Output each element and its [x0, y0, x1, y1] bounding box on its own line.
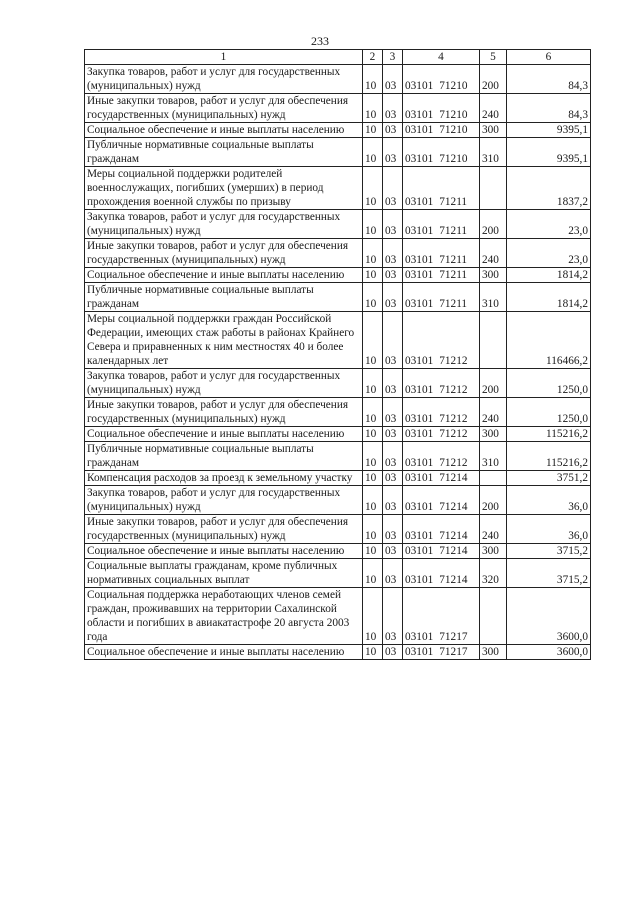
expense-type-code: 310: [480, 283, 507, 312]
row-name: Социальное обеспечение и иные выплаты населению: [85, 427, 363, 442]
section-code: 10: [363, 138, 383, 167]
subsection-code: 03: [383, 167, 403, 210]
budget-table: [84, 49, 591, 660]
section-code: 10: [363, 486, 383, 515]
subsection-code: 03: [383, 123, 403, 138]
row-name: Компенсация расходов за проезд к земельному участку: [85, 471, 363, 486]
amount: 3715,2: [507, 559, 591, 588]
table-row: [85, 442, 591, 471]
header-row: [85, 50, 591, 65]
target-code: [403, 123, 480, 138]
item-code: 71217: [439, 646, 468, 658]
target-code: [403, 486, 480, 515]
program-code: 03101: [405, 298, 434, 310]
row-name: Иные закупки товаров, работ и услуг для обеспечения государственных (муниципальных) нужд: [85, 94, 363, 123]
program-code: 03101: [405, 646, 434, 658]
row-name: Меры социальной поддержки граждан Российской Федерации, имеющих стаж работы в районах Крайнего Севера и приравненных к ним местностях 40 и более календарных лет: [85, 312, 363, 369]
subsection-code: 03: [383, 94, 403, 123]
subsection-code: 03: [383, 427, 403, 442]
item-code: 71214: [439, 545, 468, 557]
row-name: Социальное обеспечение и иные выплаты населению: [85, 544, 363, 559]
row-name: Социальные выплаты гражданам, кроме публичных нормативных социальных выплат: [85, 559, 363, 588]
table-row: [85, 138, 591, 167]
table-row: [85, 210, 591, 239]
row-name: Социальная поддержка неработающих членов семей граждан, проживавших на территории Сахалинской области и погибших в авиакатастрофе 20 августа 2003 года: [85, 588, 363, 645]
subsection-code: 03: [383, 398, 403, 427]
item-code: 71211: [439, 196, 468, 208]
table-row: [85, 515, 591, 544]
amount: 3715,2: [507, 544, 591, 559]
target-code: [403, 515, 480, 544]
column-header: 2: [363, 50, 383, 65]
amount: 1250,0: [507, 369, 591, 398]
table-row: [85, 268, 591, 283]
section-code: 10: [363, 471, 383, 486]
amount: 115216,2: [507, 427, 591, 442]
expense-type-code: 240: [480, 94, 507, 123]
program-code: 03101: [405, 124, 434, 136]
row-name: Закупка товаров, работ и услуг для государственных (муниципальных) нужд: [85, 210, 363, 239]
subsection-code: 03: [383, 65, 403, 94]
item-code: 71212: [439, 384, 468, 396]
table-row: [85, 471, 591, 486]
program-code: 03101: [405, 196, 434, 208]
program-code: 03101: [405, 501, 434, 513]
target-code: [403, 138, 480, 167]
expense-type-code: 200: [480, 486, 507, 515]
subsection-code: 03: [383, 239, 403, 268]
program-code: 03101: [405, 384, 434, 396]
expense-type-code: 240: [480, 515, 507, 544]
item-code: 71211: [439, 269, 468, 281]
program-code: 03101: [405, 428, 434, 440]
item-code: 71212: [439, 413, 468, 425]
expense-type-code: 300: [480, 123, 507, 138]
amount: 1250,0: [507, 398, 591, 427]
table-row: [85, 65, 591, 94]
expense-type-code: 300: [480, 544, 507, 559]
table-row: [85, 123, 591, 138]
section-code: 10: [363, 268, 383, 283]
column-header: 3: [383, 50, 403, 65]
program-code: 03101: [405, 269, 434, 281]
amount: 9395,1: [507, 138, 591, 167]
amount: 116466,2: [507, 312, 591, 369]
table-row: [85, 369, 591, 398]
expense-type-code: 310: [480, 442, 507, 471]
subsection-code: 03: [383, 283, 403, 312]
amount: 84,3: [507, 94, 591, 123]
section-code: 10: [363, 369, 383, 398]
item-code: 71214: [439, 530, 468, 542]
item-code: 71214: [439, 472, 468, 484]
section-code: 10: [363, 515, 383, 544]
section-code: 10: [363, 442, 383, 471]
subsection-code: 03: [383, 588, 403, 645]
target-code: [403, 65, 480, 94]
subsection-code: 03: [383, 312, 403, 369]
program-code: 03101: [405, 631, 434, 643]
item-code: 71212: [439, 428, 468, 440]
subsection-code: 03: [383, 268, 403, 283]
program-code: 03101: [405, 472, 434, 484]
subsection-code: 03: [383, 544, 403, 559]
item-code: 71217: [439, 631, 468, 643]
item-code: 71211: [439, 254, 468, 266]
expense-type-code: 300: [480, 427, 507, 442]
row-name: Закупка товаров, работ и услуг для государственных (муниципальных) нужд: [85, 486, 363, 515]
expense-type-code: 300: [480, 268, 507, 283]
program-code: 03101: [405, 254, 434, 266]
section-code: 10: [363, 210, 383, 239]
item-code: 71210: [439, 80, 468, 92]
row-name: Иные закупки товаров, работ и услуг для обеспечения государственных (муниципальных) нужд: [85, 398, 363, 427]
amount: 3600,0: [507, 645, 591, 660]
program-code: 03101: [405, 457, 434, 469]
section-code: 10: [363, 645, 383, 660]
section-code: 10: [363, 239, 383, 268]
item-code: 71214: [439, 501, 468, 513]
row-name: Публичные нормативные социальные выплаты гражданам: [85, 138, 363, 167]
column-header: 1: [85, 50, 363, 65]
program-code: 03101: [405, 530, 434, 542]
table-row: [85, 239, 591, 268]
target-code: [403, 283, 480, 312]
target-code: [403, 94, 480, 123]
row-name: Иные закупки товаров, работ и услуг для обеспечения государственных (муниципальных) нужд: [85, 515, 363, 544]
item-code: 71212: [439, 355, 468, 367]
row-name: Социальное обеспечение и иные выплаты населению: [85, 645, 363, 660]
amount: 1814,2: [507, 268, 591, 283]
amount: 36,0: [507, 486, 591, 515]
amount: 115216,2: [507, 442, 591, 471]
section-code: 10: [363, 559, 383, 588]
table-row: [85, 645, 591, 660]
target-code: [403, 167, 480, 210]
section-code: 10: [363, 167, 383, 210]
program-code: 03101: [405, 413, 434, 425]
item-code: 71212: [439, 457, 468, 469]
item-code: 71211: [439, 298, 468, 310]
expense-type-code: [480, 588, 507, 645]
expense-type-code: 310: [480, 138, 507, 167]
item-code: 71214: [439, 574, 468, 586]
column-header: 5: [480, 50, 507, 65]
target-code: [403, 369, 480, 398]
target-code: [403, 427, 480, 442]
table-row: [85, 486, 591, 515]
row-name: Социальное обеспечение и иные выплаты населению: [85, 268, 363, 283]
target-code: [403, 398, 480, 427]
table-row: [85, 283, 591, 312]
section-code: 10: [363, 398, 383, 427]
subsection-code: 03: [383, 645, 403, 660]
row-name: Публичные нормативные социальные выплаты гражданам: [85, 283, 363, 312]
section-code: 10: [363, 588, 383, 645]
row-name: Закупка товаров, работ и услуг для государственных (муниципальных) нужд: [85, 65, 363, 94]
program-code: 03101: [405, 80, 434, 92]
section-code: 10: [363, 427, 383, 442]
expense-type-code: 200: [480, 210, 507, 239]
table-row: [85, 167, 591, 210]
expense-type-code: [480, 471, 507, 486]
section-code: 10: [363, 123, 383, 138]
program-code: 03101: [405, 355, 434, 367]
target-code: [403, 471, 480, 486]
expense-type-code: 240: [480, 398, 507, 427]
row-name: Социальное обеспечение и иные выплаты населению: [85, 123, 363, 138]
target-code: [403, 239, 480, 268]
table-row: [85, 588, 591, 645]
expense-type-code: 240: [480, 239, 507, 268]
program-code: 03101: [405, 545, 434, 557]
row-name: Закупка товаров, работ и услуг для государственных (муниципальных) нужд: [85, 369, 363, 398]
table-row: [85, 559, 591, 588]
target-code: [403, 210, 480, 239]
row-name: Меры социальной поддержки родителей военнослужащих, погибших (умерших) в период прохождения военной службы по призыву: [85, 167, 363, 210]
subsection-code: 03: [383, 515, 403, 544]
column-header: 6: [507, 50, 591, 65]
target-code: [403, 312, 480, 369]
subsection-code: 03: [383, 369, 403, 398]
amount: 84,3: [507, 65, 591, 94]
item-code: 71210: [439, 153, 468, 165]
section-code: 10: [363, 94, 383, 123]
item-code: 71210: [439, 124, 468, 136]
amount: 3751,2: [507, 471, 591, 486]
subsection-code: 03: [383, 471, 403, 486]
amount: 9395,1: [507, 123, 591, 138]
row-name: Публичные нормативные социальные выплаты гражданам: [85, 442, 363, 471]
program-code: 03101: [405, 574, 434, 586]
subsection-code: 03: [383, 138, 403, 167]
subsection-code: 03: [383, 210, 403, 239]
table-row: [85, 312, 591, 369]
section-code: 10: [363, 283, 383, 312]
target-code: [403, 268, 480, 283]
expense-type-code: 320: [480, 559, 507, 588]
table-row: [85, 544, 591, 559]
amount: 1837,2: [507, 167, 591, 210]
program-code: 03101: [405, 153, 434, 165]
expense-type-code: 200: [480, 369, 507, 398]
row-name: Иные закупки товаров, работ и услуг для обеспечения государственных (муниципальных) нужд: [85, 239, 363, 268]
program-code: 03101: [405, 109, 434, 121]
amount: 1814,2: [507, 283, 591, 312]
column-header: 4: [403, 50, 480, 65]
subsection-code: 03: [383, 559, 403, 588]
target-code: [403, 588, 480, 645]
target-code: [403, 442, 480, 471]
amount: 23,0: [507, 239, 591, 268]
expense-type-code: [480, 312, 507, 369]
amount: 23,0: [507, 210, 591, 239]
expense-type-code: 200: [480, 65, 507, 94]
item-code: 71210: [439, 109, 468, 121]
subsection-code: 03: [383, 442, 403, 471]
expense-type-code: 300: [480, 645, 507, 660]
target-code: [403, 645, 480, 660]
item-code: 71211: [439, 225, 468, 237]
page-number: 233: [311, 34, 329, 48]
section-code: 10: [363, 65, 383, 94]
section-code: 10: [363, 544, 383, 559]
subsection-code: 03: [383, 486, 403, 515]
expense-type-code: [480, 167, 507, 210]
section-code: 10: [363, 312, 383, 369]
table-row: [85, 398, 591, 427]
amount: 36,0: [507, 515, 591, 544]
amount: 3600,0: [507, 588, 591, 645]
table-row: [85, 94, 591, 123]
table-row: [85, 427, 591, 442]
target-code: [403, 559, 480, 588]
program-code: 03101: [405, 225, 434, 237]
target-code: [403, 544, 480, 559]
